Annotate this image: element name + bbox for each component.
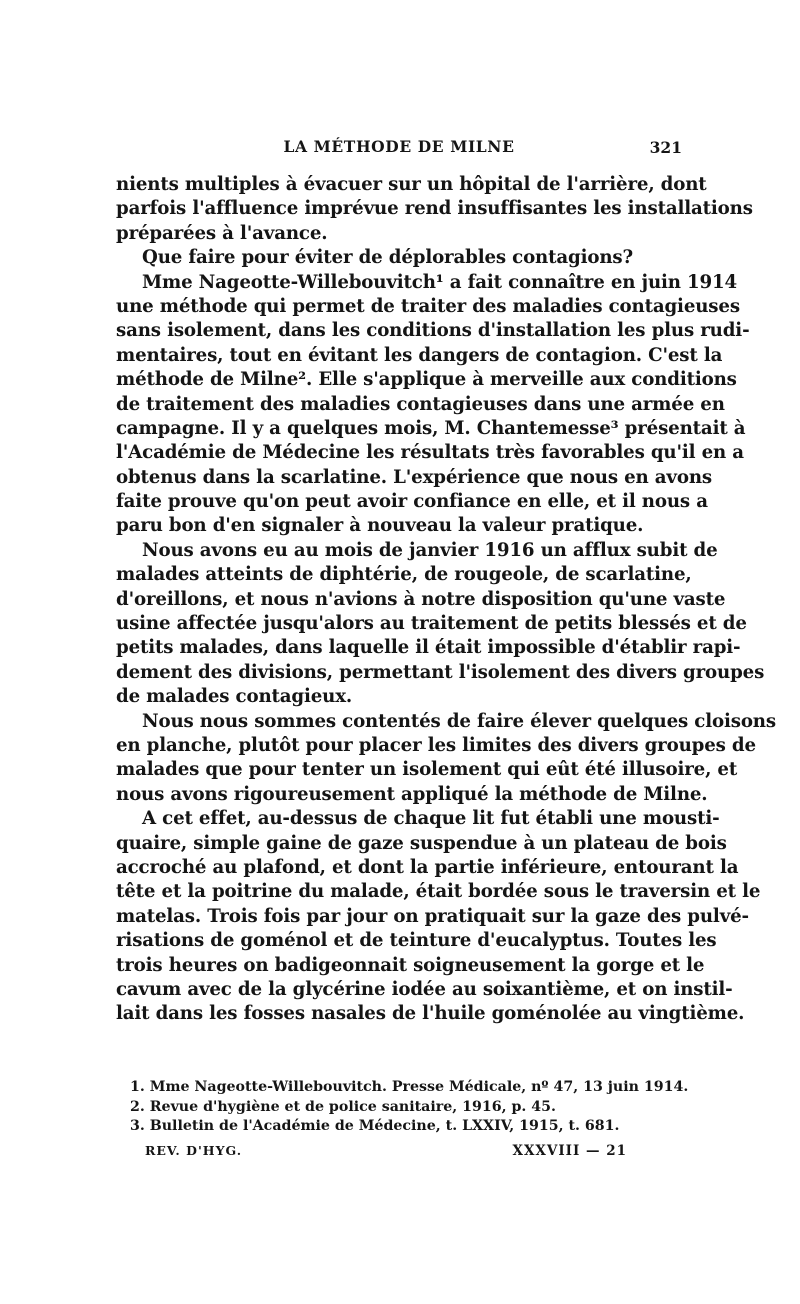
text-line: Nous avons eu au mois de janvier 1916 un afflux subit de — [142, 539, 718, 561]
running-title: LA MÉTHODE DE MILNE — [283, 137, 515, 156]
text-line: malades que pour tenter un isolement qui eût été illusoire, et — [116, 759, 738, 781]
running-head — [116, 137, 682, 163]
text-line: petits malades, dans laquelle il était impossible d'établir rapi- — [116, 637, 741, 659]
text-line: une méthode qui permet de traiter des maladies contagieuses — [116, 295, 740, 317]
text-line: l'Académie de Médecine les résultats très favorables qu'il en a — [116, 442, 744, 464]
text-line: lait dans les fosses nasales de l'huile goménolée au vingtième. — [116, 1003, 745, 1025]
text-line: A cet effet, au-dessus de chaque lit fut établi une mousti- — [142, 808, 720, 830]
text-line: Nous nous sommes contentés de faire élever quelques cloisons — [142, 710, 776, 732]
text-line: nients multiples à évacuer sur un hôpital de l'arrière, dont — [116, 174, 707, 195]
text-line: parfois l'affluence imprévue rend insuffisantes les installations — [116, 198, 753, 220]
text-line: de malades contagieux. — [116, 686, 353, 708]
text-line: campagne. Il y a quelques mois, M. Chantemesse³ présentait à — [116, 417, 746, 439]
text-line: malades atteints de diphtérie, de rougeole, de scarlatine, — [116, 564, 692, 586]
text-line: dement des divisions, permettant l'isolement des divers groupes — [116, 661, 765, 683]
text-line: nous avons rigoureusement appliqué la méthode de Milne. — [116, 783, 708, 805]
body-text — [116, 173, 776, 1027]
text-line: mentaires, tout en évitant les dangers de contagion. C'est la — [116, 344, 723, 366]
text-line: quaire, simple gaine de gaze suspendue à un plateau de bois — [116, 832, 727, 854]
page-footer — [145, 1143, 627, 1165]
footnotes — [130, 1078, 689, 1137]
text-line: paru bon d'en signaler à nouveau la valeur pratique. — [116, 515, 644, 537]
text-line: usine affectée jusqu'alors au traitement de petits blessés et de — [116, 613, 747, 635]
volume-signature: XXXVIII — 21 — [512, 1143, 627, 1159]
text-line: d'oreillons, et nous n'avions à notre disposition qu'une vaste — [116, 588, 726, 610]
text-line: Que faire pour éviter de déplorables contagions? — [142, 247, 633, 269]
footnote-1: 1. Mme Nageotte-Willebouvitch. Presse Médicale, nº 47, 13 juin 1914. — [130, 1079, 689, 1095]
text-line: faite prouve qu'on peut avoir confiance en elle, et il nous a — [116, 491, 708, 513]
footnote-3: 3. Bulletin de l'Académie de Médecine, t. LXXIV, 1915, t. 681. — [130, 1118, 620, 1134]
text-line: accroché au plafond, et dont la partie inférieure, entourant la — [116, 856, 739, 878]
page-number: 321 — [649, 138, 682, 157]
text-line: en planche, plutôt pour placer les limites des divers groupes de — [116, 734, 756, 756]
text-line: trois heures on badigeonnait soigneusement la gorge et le — [116, 954, 705, 976]
text-line: de traitement des maladies contagieuses dans une armée en — [116, 393, 725, 415]
footnote-2: 2. Revue d'hygiène et de police sanitaire, 1916, p. 45. — [130, 1098, 556, 1115]
text-line: risations de goménol et de teinture d'eucalyptus. Toutes les — [116, 930, 717, 952]
text-line: obtenus dans la scarlatine. L'expérience que nous en avons — [116, 466, 712, 488]
text-line: matelas. Trois fois par jour on pratiquait sur la gaze des pulvé- — [116, 905, 749, 927]
text-line: Mme Nageotte-Willebouvitch¹ a fait connaître en juin 1914 — [142, 271, 738, 293]
journal-signature: REV. D'HYG. — [145, 1143, 243, 1158]
text-line: sans isolement, dans les conditions d'installation les plus rudi- — [116, 320, 750, 342]
text-line: tête et la poitrine du malade, était bordée sous le traversin et le — [116, 881, 761, 903]
text-line: cavum avec de la glycérine iodée au soixantième, et on instil- — [116, 978, 733, 1000]
text-line: préparées à l'avance. — [116, 222, 328, 244]
text-line: méthode de Milne². Elle s'applique à merveille aux conditions — [116, 369, 737, 391]
